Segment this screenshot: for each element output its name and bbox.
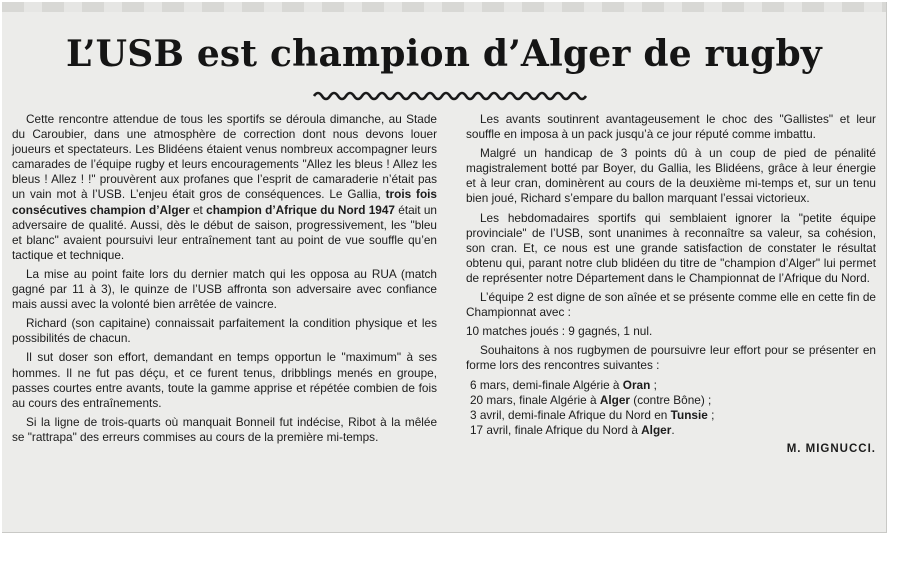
paragraph: Les avants soutinrent avantageusement le choc des "Gallistes" et leur souffle en imposa à un pack jusqu’à ce jour réputé comme imbattu. xyxy=(466,112,876,142)
bold-text: champion d’Afrique du Nord 1947 xyxy=(206,202,395,217)
bold-text: trois fois consécutives champion d’Alger xyxy=(12,187,437,217)
schedule-item: 6 mars, demi-finale Algérie à Oran ; xyxy=(470,377,657,392)
schedule-item: 20 mars, finale Algérie à Alger (contre Bône) ; xyxy=(470,392,712,407)
author-signature: M. MIGNUCCI. xyxy=(786,442,876,455)
paragraph: Richard (son capitaine) connaissait parfaitement la condition physique et les possibilités de chacun. xyxy=(12,316,437,346)
paragraph: Les hebdomadaires sportifs qui semblaient ignorer la "petite équipe provinciale" de l’USB, sont unanimes à reconnaître sa valeur, sa cohésion, son cran. Et, ce nous est une grande satisfaction de constater le résultat obtenu qui, parant notre club blidéen du titre de "champion d’Alger" lui permet de représenter notre Département dans le Championnat de l’Afrique du Nord. xyxy=(466,210,876,285)
paragraph: Cette rencontre attendue de tous les sportifs se déroula dimanche, au Stade du Caroubier, dans une atmosphère de correction dont nous devons louer joueurs et spectateurs. Les Blidéens étaient venus nombreux accompagner leurs camarades de l’équipe rugby et leurs encouragements "Allez les bleus ! Allez les bleus ! Allez ! !" prouvèrent aux profanes que l’esprit de camaraderie n’était pas un vain mot à l’USB. L’enjeu était gros de conséquences. Le Gallia, trois fois consécutives champion d’Alger et champion d’Afrique du Nord 1947 était un adversaire de qualité. Aussi, dès le début de saison, progressivement, les "bleu et blanc" avaient poursuivi leur entraînement tant au point de vue souffle qu’en tactique et technique. xyxy=(12,112,437,262)
schedule-item: 17 avril, finale Afrique du Nord à Alger. xyxy=(470,422,675,437)
newspaper-clipping xyxy=(2,2,887,533)
team2-record: 10 matches joués : 9 gagnés, 1 nul. xyxy=(466,324,653,339)
schedule-list xyxy=(466,378,876,438)
decorative-wavy-rule xyxy=(312,89,590,103)
paragraph: L’équipe 2 est digne de son aînée et se présente comme elle en cette fin de Championnat avec : xyxy=(466,290,876,320)
paragraph: La mise au point faite lors du dernier match qui les opposa au RUA (match gagné par 11 à 3), le quinze de l’USB affronta son adversaire avec confiance mais aussi avec la volonté bien arrêtée de vaincre. xyxy=(12,266,437,312)
paragraph: Souhaitons à nos rugbymen de poursuivre leur effort pour se présenter en forme lors des rencontres suivantes : xyxy=(466,343,876,373)
paragraph: Malgré un handicap de 3 points dû à un coup de pied de pénalité magistralement botté par Boyer, du Gallia, les Blidéens, grâce à leur énergie et à leur cran, dominèrent au cours de la deuxième mi-temps et, sur un tenu bien joué, Richard s’empare du ballon marquant l’essai victorieux. xyxy=(466,146,876,206)
article-column-left xyxy=(12,112,437,449)
article-title: L’USB est champion d’Alger de rugby xyxy=(66,33,822,75)
paragraph: Il sut doser son effort, demandant en temps opportun le "maximum" à ses hommes. Il ne fut pas déçu, et ce furent tenus, dribblings menés en groupe, passes courtes entre avants, toute la gamme apprise et répétée combien de fois au cours des entraînements. xyxy=(12,350,437,410)
schedule-item: 3 avril, demi-finale Afrique du Nord en Tunsie ; xyxy=(470,407,715,422)
paragraph: Si la ligne de trois-quarts où manquait Bonneil fut indécise, Ribot à la mêlée se "rattrapa" des erreurs commises au cours de la première mi-temps. xyxy=(12,414,437,444)
article-column-right xyxy=(466,112,876,457)
